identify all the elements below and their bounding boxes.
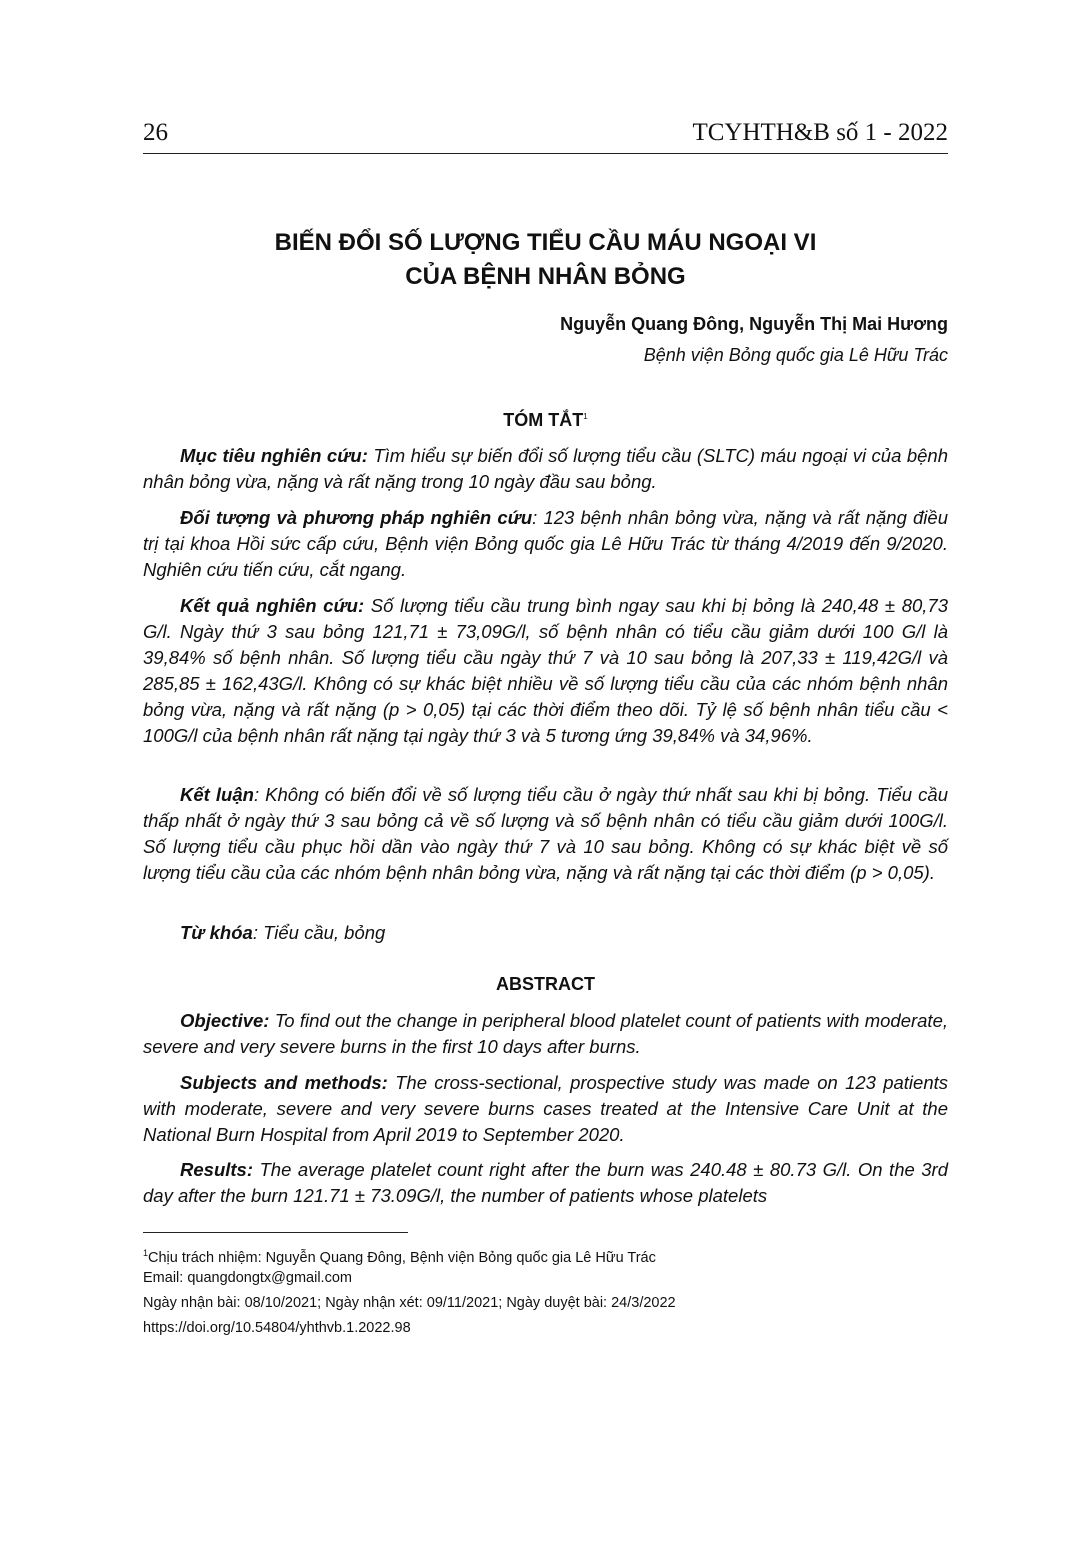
- title-line-1: BIẾN ĐỔI SỐ LƯỢNG TIỂU CẦU MÁU NGOẠI VI: [274, 229, 817, 256]
- summary-results-text: Số lượng tiểu cầu trung bình ngay sau khi bị bỏng là 240,48 ± 80,73 G/l. Ngày thứ 3 sau bỏng 121,71 ± 73,09G/l, số bệnh nhân có tiểu cầu giảm dưới 100 G/l là 39,84% số bệnh nhân. Số lượng tiểu cầu ngày thứ 7 và 10 sau bỏng là 207,33 ± 119,42G/l và 285,85 ± 162,43G/l. Không có sự khác biệt nhiều về số lượng tiểu cầu của các nhóm bệnh nhân bỏng vừa, nặng và rất nặng (p > 0,05) tại các thời điểm theo dõi. Tỷ lệ số bệnh nhân tiểu cầu < 100G/l của bệnh nhân rất nặng tại ngày thứ 3 và 5 tương ứng 39,84% và 34,96%.: [143, 595, 948, 746]
- summary-heading-text: TÓM TẮT: [503, 410, 584, 430]
- abstract-results-label: Results:: [180, 1159, 253, 1180]
- footnote-doi[interactable]: https://doi.org/10.54804/yhthvb.1.2022.98: [143, 1320, 411, 1336]
- abstract-results-text: The average platelet count right after the burn was 240.48 ± 80.73 G/l. On the 3rd day after the burn 121.71 ± 73.09G/l, the number of patients whose platelets: [143, 1159, 948, 1206]
- summary-results: [143, 593, 948, 749]
- abstract-methods: [143, 1070, 948, 1148]
- abstract-results: [143, 1157, 948, 1209]
- summary-objective: [143, 443, 948, 495]
- abstract-methods-label: Subjects and methods:: [180, 1072, 388, 1093]
- running-header: [143, 113, 948, 154]
- summary-heading: [143, 410, 948, 431]
- footnote-responsible: [143, 1244, 656, 1267]
- summary-methods: [143, 505, 948, 583]
- abstract-objective: [143, 1008, 948, 1060]
- summary-keywords-text: : Tiểu cầu, bỏng: [252, 922, 386, 943]
- affiliation: Bệnh viện Bỏng quốc gia Lê Hữu Trác: [643, 345, 948, 365]
- abstract-heading: ABSTRACT: [496, 974, 595, 994]
- journal-issue: TCYHTH&B số 1 - 2022: [692, 119, 948, 146]
- authors: Nguyễn Quang Đông, Nguyễn Thị Mai Hương: [560, 314, 948, 334]
- footnote-dates: Ngày nhận bài: 08/10/2021; Ngày nhận xét: 09/11/2021; Ngày duyệt bài: 24/3/2022: [143, 1295, 676, 1311]
- article-title: [143, 226, 948, 294]
- abstract-methods-text: The cross-sectional, prospective study was made on 123 patients with moderate, severe and very severe burns cases treated at the Intensive Care Unit at the National Burn Hospital from April 2019 to September 2020.: [143, 1072, 949, 1145]
- footnote-divider: [143, 1232, 408, 1233]
- summary-conclusion-text: : Không có biến đổi về số lượng tiểu cầu ở ngày thứ nhất sau khi bị bỏng. Tiểu cầu thấp nhất ở ngày thứ 3 sau bỏng cả về số lượng và số bệnh nhân có tiểu cầu giảm dưới 100G/l. Số lượng tiểu cầu phục hồi dần vào ngày thứ 7 và 10 sau bỏng. Không có sự khác biệt về số lượng tiểu cầu của các nhóm bệnh nhân bỏng vừa, nặng và rất nặng tại các thời điểm (p > 0,05).: [143, 784, 949, 883]
- summary-footnote-mark: 1: [583, 412, 588, 421]
- abstract-objective-text: To find out the change in peripheral blood platelet count of patients with moderate, severe and very severe burns in the first 10 days after burns.: [143, 1010, 948, 1057]
- summary-methods-text: : 123 bệnh nhân bỏng vừa, nặng và rất nặng điều trị tại khoa Hồi sức cấp cứu, Bệnh viện Bỏng quốc gia Lê Hữu Trác từ tháng 4/2019 đến 9/2020. Nghiên cứu tiến cứu, cắt ngang.: [143, 507, 948, 580]
- summary-keywords: [143, 920, 948, 946]
- summary-keywords-label: Từ khóa: [180, 922, 253, 943]
- summary-conclusion: [143, 782, 948, 886]
- footnote-email: Email: quangdongtx@gmail.com: [143, 1270, 352, 1286]
- abstract-objective-label: Objective:: [180, 1010, 270, 1031]
- title-line-2: CỦA BỆNH NHÂN BỎNG: [405, 263, 686, 290]
- footnote-responsible-text: Chịu trách nhiệm: Nguyễn Quang Đông, Bệnh viện Bỏng quốc gia Lê Hữu Trác: [148, 1249, 656, 1266]
- summary-objective-label: Mục tiêu nghiên cứu:: [180, 445, 368, 466]
- summary-results-label: Kết quả nghiên cứu:: [180, 595, 365, 616]
- page-number: 26: [143, 119, 168, 146]
- summary-objective-text: Tìm hiểu sự biến đổi số lượng tiểu cầu (SLTC) máu ngoại vi của bệnh nhân bỏng vừa, nặng và rất nặng trong 10 ngày đầu sau bỏng.: [143, 445, 948, 492]
- summary-methods-label: Đối tượng và phương pháp nghiên cứu: [180, 507, 533, 528]
- summary-conclusion-label: Kết luận: [180, 784, 254, 805]
- footnote-mark: 1: [143, 1248, 149, 1258]
